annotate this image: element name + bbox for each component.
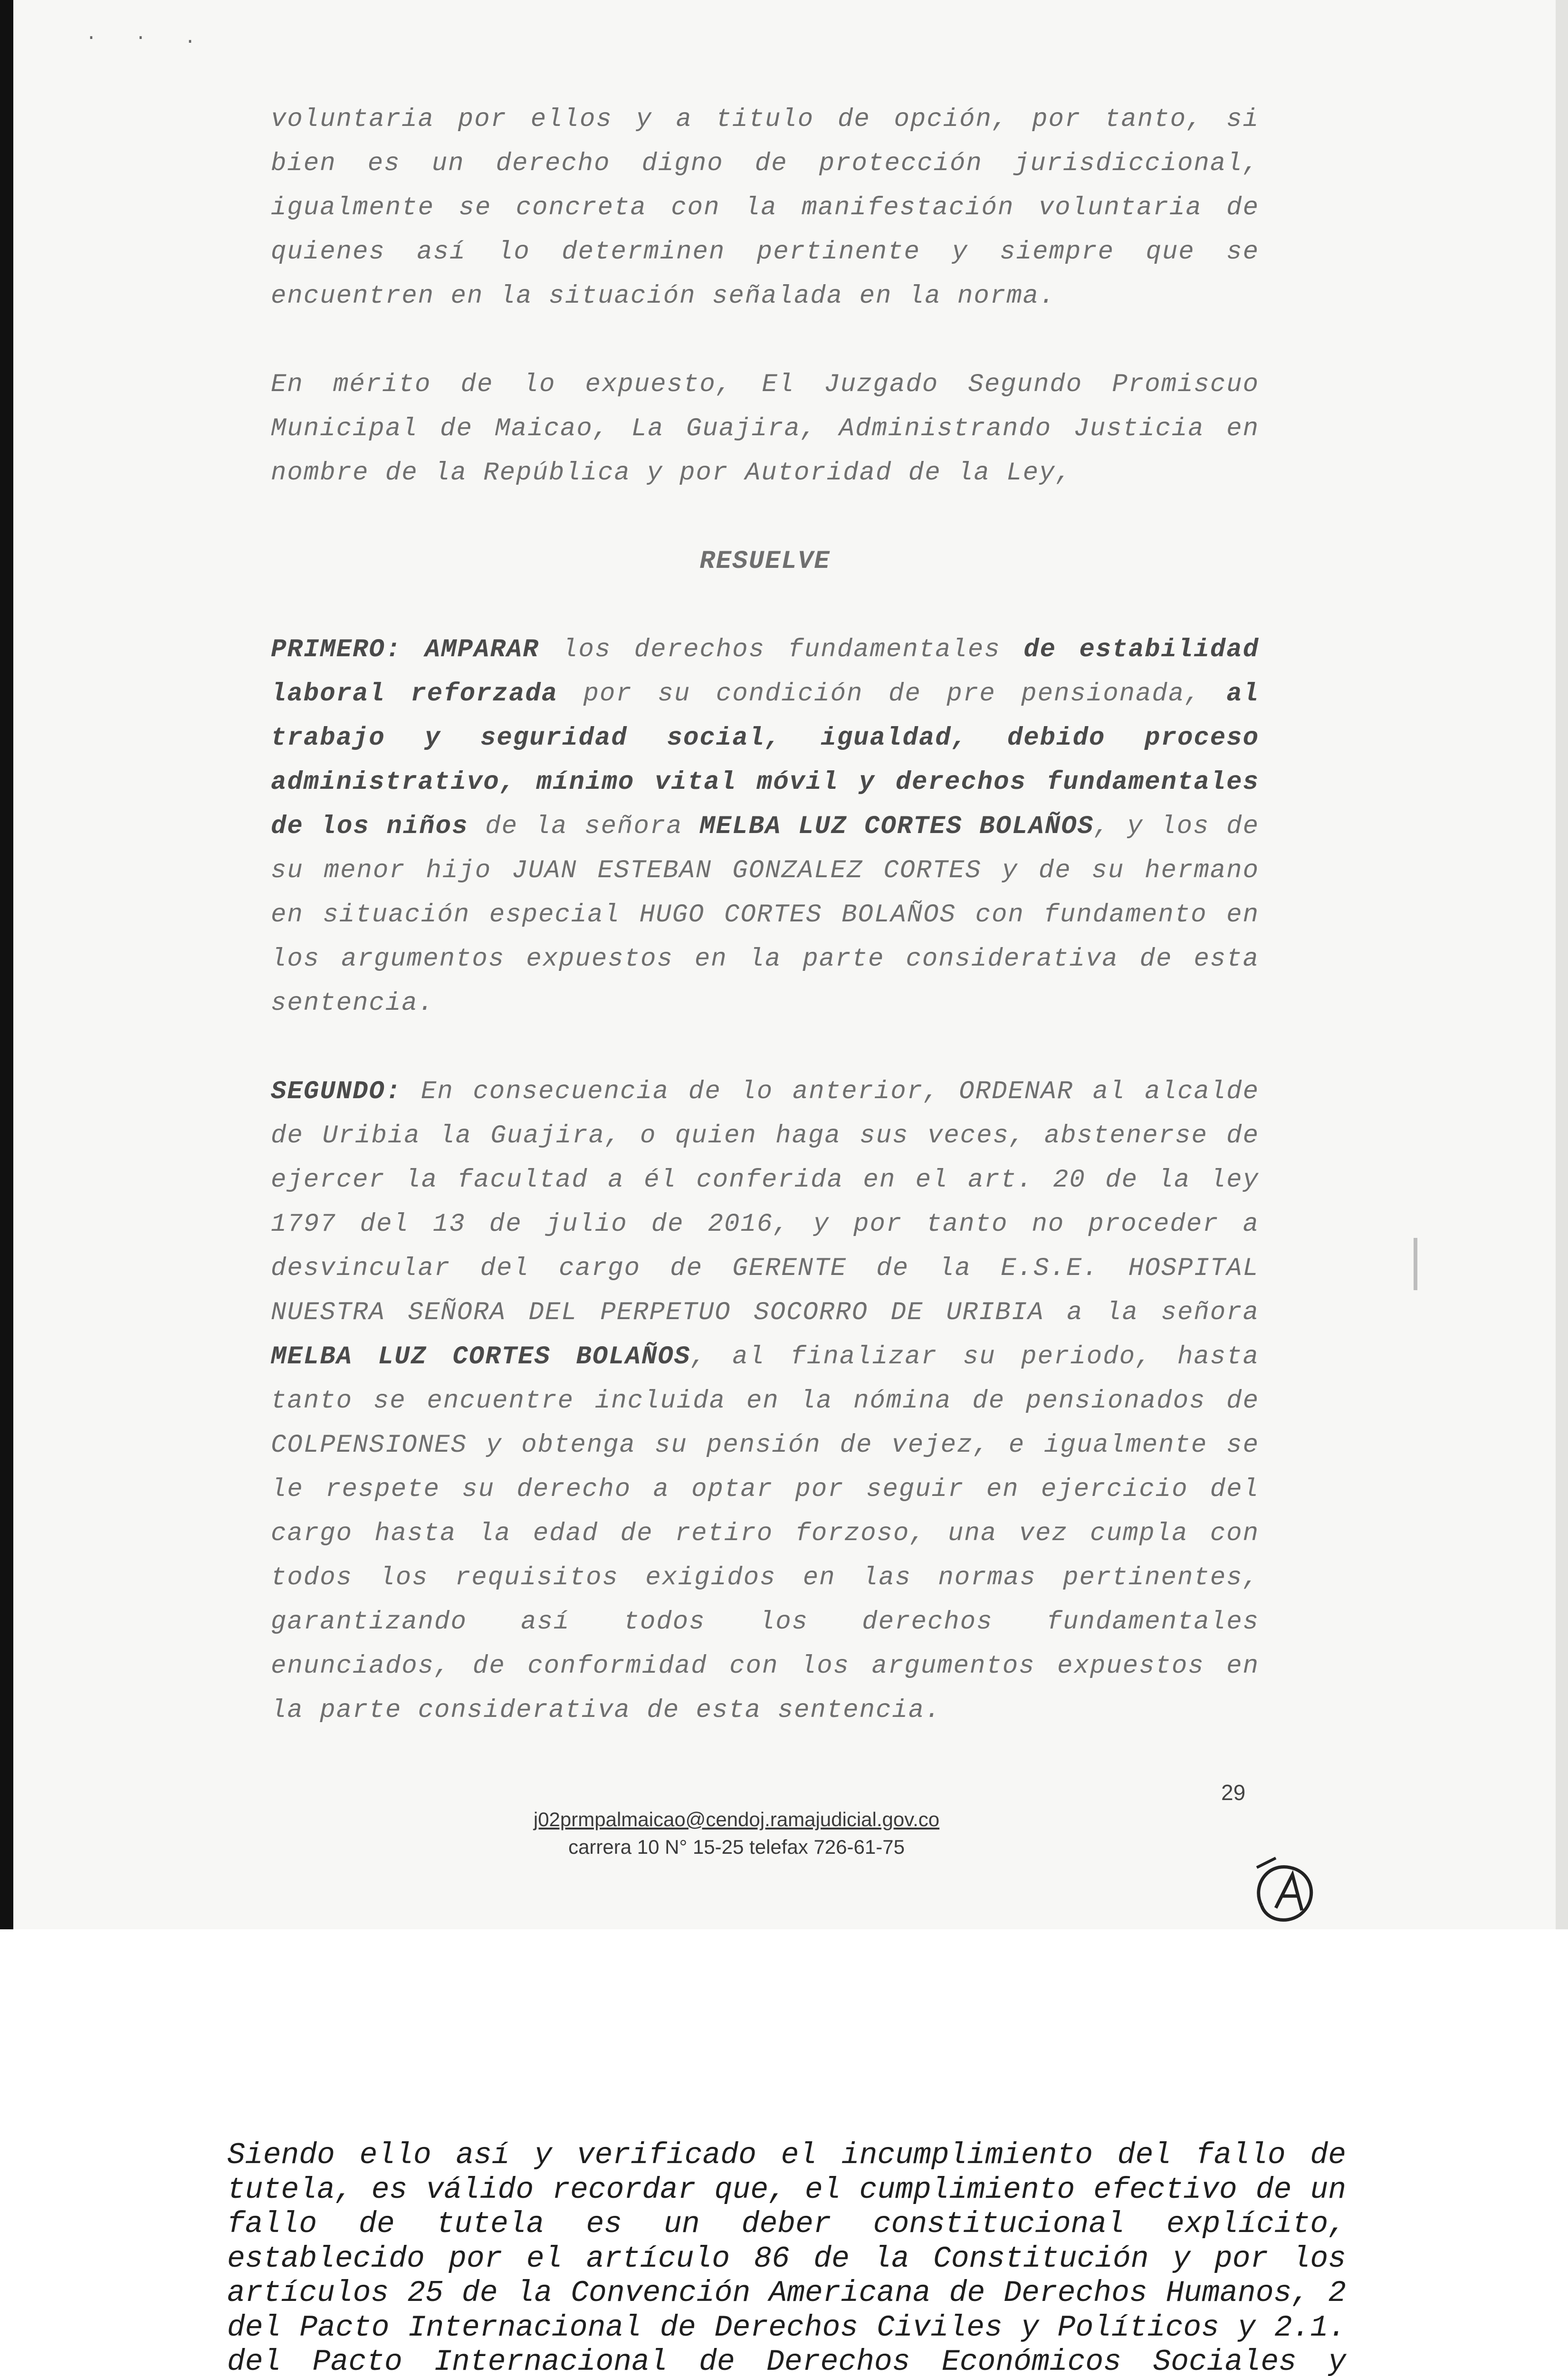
paragraph-opcion: voluntaria por ellos y a titulo de opción, por tanto, si bien es un derecho digno de protección jurisdiccional, igualmente se concreta con la manifestación voluntaria de quienes así lo determinen pertinente y siempre que se encuentren en la situación señalada en la norma. bbox=[271, 105, 1259, 311]
primero-bold-2: al trabajo y seguridad social, igualdad, debido proceso administrativo, mínimo vital móvil y derechos fundamentales de los niños bbox=[271, 680, 1260, 841]
primero-text-3: de la señora bbox=[468, 812, 700, 841]
scan-specks: · · . bbox=[86, 28, 210, 49]
bottom-page-body bbox=[227, 2138, 1346, 2376]
primero-label: PRIMERO: bbox=[271, 635, 402, 664]
scan-left-edge bbox=[0, 0, 13, 1929]
scan-mark bbox=[1414, 1238, 1417, 1290]
primero-action: AMPARAR bbox=[424, 635, 539, 664]
primero-bold-1: de estabilidad laboral reforzada bbox=[271, 635, 1259, 709]
top-page-body bbox=[271, 97, 1259, 1777]
footer-email: j02prmpalmaicao@cendoj.ramajudicial.gov.co bbox=[533, 1808, 940, 1830]
paragraph-incumplimiento: Siendo ello así y verificado el incumplimiento del fallo de tutela, es válido recordar que, el cumplimiento efectivo de un fallo de tutela es un deber constitucional explícito, establecido por el artículo 86 de la Constitución y por los artículos 25 de la Convención Americana de Derechos Humanos, 2 del Pacto Internacional de Derechos Civiles y Políticos y 2.1. del Pacto Internacional de Derechos Económicos Sociales y bbox=[227, 2138, 1346, 2376]
heading-resuelve: RESUELVE bbox=[699, 547, 831, 576]
primero-bold-3: MELBA LUZ CORTES BOLAÑOS bbox=[699, 812, 1094, 841]
page-number: 29 bbox=[1221, 1780, 1246, 1805]
primero-text-2: por su condición de pre pensionada, bbox=[558, 680, 1227, 709]
scan-right-edge bbox=[1556, 0, 1568, 1929]
page-footer bbox=[475, 1806, 998, 1861]
segundo-text-2: , al finalizar su periodo, hasta tanto se encuentre incluida en la nómina de pensionados de COLPENSIONES y obtenga su pensión de vejez, e igualmente se le respete su derecho a optar por seguir en ejercicio del cargo hasta la edad de retiro forzoso, una vez cumpla con todos los requisitos exigidos en las normas pertinentes, garantizando así todos los derechos fundamentales enunciados, de conformidad con los argumentos expuestos en la parte considerativa de esta sentencia. bbox=[271, 1342, 1259, 1725]
primero-text-1: los derechos fundamentales bbox=[539, 635, 1024, 664]
paragraph-primero bbox=[271, 628, 1259, 1025]
segundo-label: SEGUNDO: bbox=[271, 1077, 402, 1106]
paragraph-segundo bbox=[271, 1070, 1259, 1733]
footer-address: carrera 10 N° 15-25 telefax 726-61-75 bbox=[568, 1836, 905, 1858]
primero-text-4: , y los de su menor hijo JUAN ESTEBAN GONZALEZ CORTES y de su hermano en situación especial HUGO CORTES BOLAÑOS con fundamento en los argumentos expuestos en la parte considerativa de esta sentencia. bbox=[271, 812, 1259, 1018]
page-bottom bbox=[0, 1929, 1568, 2376]
segundo-text-1: En consecuencia de lo anterior, ORDENAR al alcalde de Uribia la Guajira, o quien haga sus veces, abstenerse de ejercer la facultad a él conferida en el art. 20 de la ley 1797 del 13 de julio de 2016, y por tanto no proceder a desvincular del cargo de GERENTE de la E.S.E. HOSPITAL NUESTRA SEÑORA DEL PERPETUO SOCORRO DE URIBIA a la señora bbox=[271, 1077, 1259, 1327]
paragraph-merito: En mérito de lo expuesto, El Juzgado Segundo Promiscuo Municipal de Maicao, La Guajira, Administrando Justicia en nombre de la República y por Autoridad de la Ley, bbox=[271, 370, 1259, 488]
segundo-bold-1: MELBA LUZ CORTES BOLAÑOS bbox=[271, 1342, 691, 1371]
handwritten-initials bbox=[1247, 1849, 1328, 1929]
